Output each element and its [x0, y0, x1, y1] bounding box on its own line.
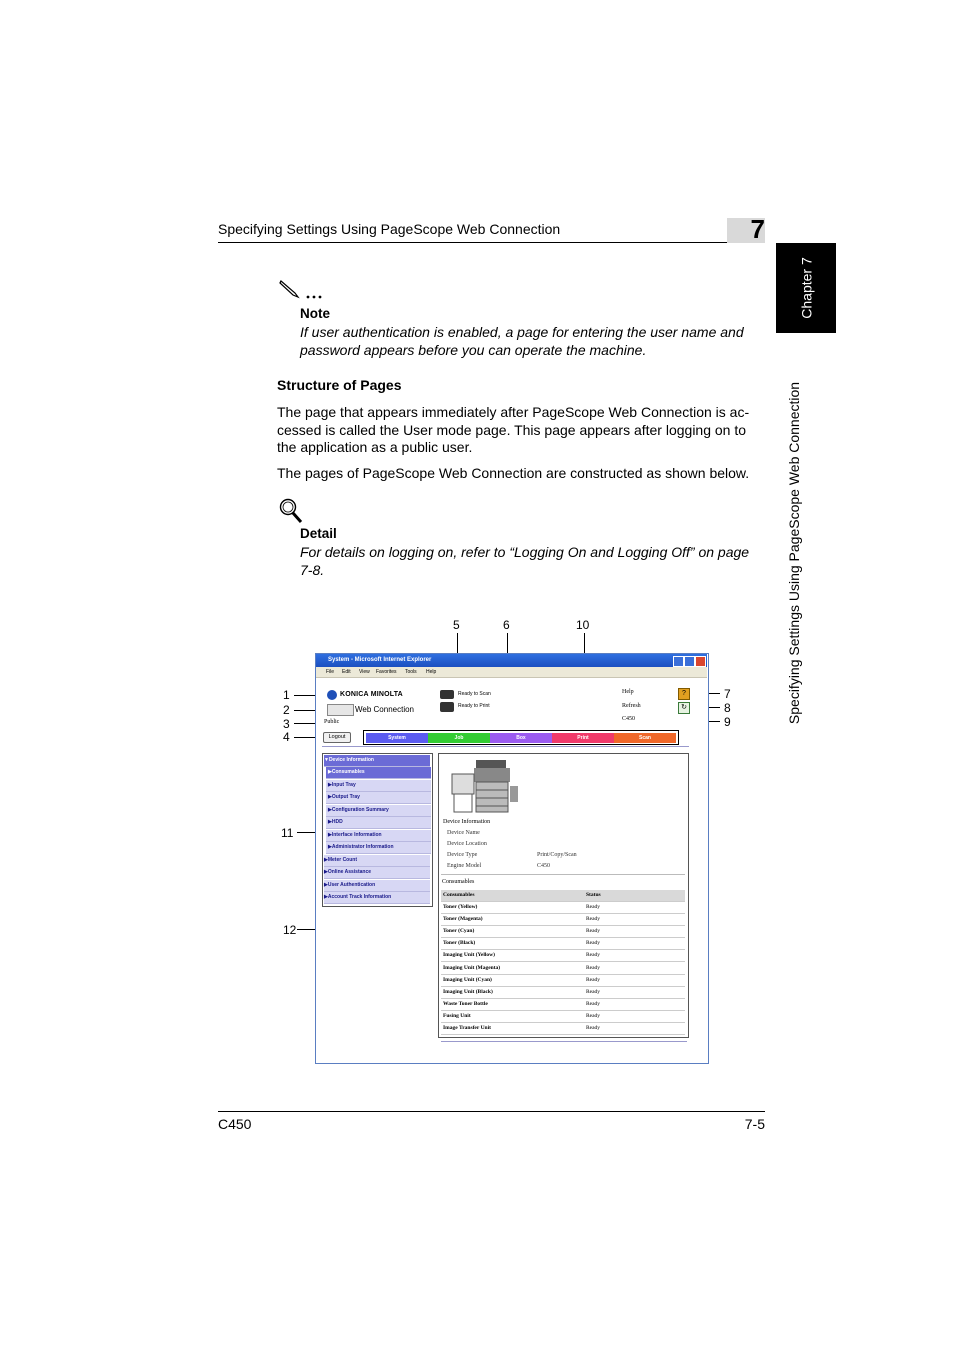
- tab-box[interactable]: Box: [490, 733, 552, 743]
- window-title: System - Microsoft Internet Explorer: [328, 657, 432, 663]
- consumable-status: Ready: [586, 904, 601, 910]
- sidebar-item-output-tray[interactable]: ▶Output Tray: [326, 792, 431, 804]
- table-row: [441, 999, 685, 1011]
- device-info-label-type: Device Type: [447, 852, 478, 858]
- logout-button[interactable]: Logout: [323, 732, 351, 743]
- sidebar-item-device-information[interactable]: ▼Device Information: [324, 755, 430, 767]
- footer-page-number: 7-5: [744, 1116, 765, 1132]
- paragraph-1: The page that appears immediately after PageScope Web Connection is ac-cessed is called the User mode page. This page appears after logging on to the application as a public user.: [277, 404, 750, 455]
- sidebar-item-consumables[interactable]: ▶Consumables: [326, 767, 431, 779]
- menu-tools[interactable]: Tools: [405, 669, 417, 675]
- side-tab: [780, 355, 808, 750]
- product-name: Web Connection: [355, 705, 414, 714]
- section-divider: [441, 874, 685, 875]
- menu-edit[interactable]: Edit: [342, 669, 351, 675]
- close-icon[interactable]: [695, 656, 706, 667]
- detail-text: For details on logging on, refer to “Logging On and Logging Off” on page 7-8.: [300, 544, 750, 578]
- footer-rule: [218, 1111, 765, 1112]
- device-info-label-engine: Engine Model: [447, 863, 482, 869]
- consumable-name: Toner (Magenta): [443, 916, 483, 923]
- refresh-label: Refresh: [622, 703, 641, 709]
- callout-8: 8: [724, 701, 731, 715]
- device-info-value-type: Print/Copy/Scan: [537, 852, 577, 858]
- sidebar-item-hdd[interactable]: ▶HDD: [326, 817, 431, 829]
- callout-6: 6: [503, 618, 510, 632]
- paragraph-2: The pages of PageScope Web Connection are constructed as shown below.: [277, 465, 750, 481]
- window-titlebar: [316, 654, 707, 667]
- consumable-name: Imaging Unit (Black): [443, 988, 493, 995]
- sidebar-item-user-authentication[interactable]: ▶User Authentication: [324, 880, 430, 892]
- sidebar-item-account-track-information[interactable]: ▶Account Track Information: [324, 892, 430, 904]
- menu-view[interactable]: View: [359, 669, 370, 675]
- consumable-status: Ready: [586, 1025, 601, 1031]
- pagescope-logo-icon: [327, 704, 354, 716]
- sidebar-item-administrator-information[interactable]: ▶Administrator Information: [326, 842, 431, 854]
- help-icon[interactable]: ?: [678, 688, 690, 700]
- side-tab-label: Specifying Settings Using PageScope Web Connection: [786, 381, 802, 724]
- brand-name: KONICA MINOLTA: [340, 691, 403, 698]
- consumable-name: Toner (Cyan): [443, 928, 475, 935]
- consumable-status: Ready: [586, 1012, 601, 1019]
- consumable-status: Ready: [586, 976, 601, 983]
- copier-machine-image: [446, 756, 521, 818]
- table-row: [441, 950, 685, 962]
- user-name: Public: [324, 719, 340, 725]
- consumable-name: Image Transfer Unit: [443, 1025, 491, 1031]
- table-row: [441, 938, 685, 950]
- table-row: [441, 1023, 685, 1035]
- consumable-status: Ready: [586, 916, 601, 923]
- col-status: Status: [586, 892, 601, 898]
- pencil-note-icon: [278, 278, 328, 300]
- table-row: [441, 963, 685, 975]
- callout-1: 1: [283, 688, 290, 702]
- callout-10: 10: [576, 618, 590, 632]
- table-row: [441, 987, 685, 999]
- scan-status: Ready to Scan: [458, 691, 491, 697]
- header-divider: [322, 746, 689, 747]
- menu-file[interactable]: File: [326, 669, 335, 675]
- callout-3: 3: [283, 717, 290, 731]
- consumable-status: Ready: [586, 964, 601, 971]
- device-info-value-engine: C450: [537, 863, 551, 869]
- consumables-heading: Consumables: [442, 879, 475, 885]
- consumable-status: Ready: [586, 1000, 601, 1007]
- device-info-heading: Device Information: [443, 819, 491, 825]
- callout-4: 4: [283, 730, 290, 744]
- callout-7: 7: [724, 687, 731, 701]
- refresh-icon[interactable]: ↻: [678, 702, 690, 714]
- chapter-tab: [777, 243, 837, 333]
- note-label: Note: [300, 306, 330, 321]
- sidebar-item-interface-information[interactable]: ▶Interface Information: [326, 830, 431, 842]
- menu-favorites[interactable]: Favorites: [376, 669, 397, 675]
- col-consumables: Consumables: [443, 892, 475, 898]
- printer-status-icon: [440, 702, 454, 712]
- tab-print[interactable]: Print: [552, 733, 614, 743]
- callout-11: 11: [281, 826, 294, 840]
- tab-job[interactable]: Job: [428, 733, 490, 743]
- help-label: Help: [622, 689, 634, 695]
- model-name: C450: [622, 716, 636, 722]
- sidebar-item-online-assistance[interactable]: ▶Online Assistance: [324, 867, 430, 879]
- header-rule: [218, 242, 765, 243]
- consumable-name: Imaging Unit (Yellow): [443, 952, 495, 959]
- table-row: [441, 1011, 685, 1023]
- tab-system[interactable]: System: [366, 733, 428, 743]
- consumable-name: Fusing Unit: [443, 1012, 471, 1019]
- device-info-label-name: Device Name: [447, 830, 480, 836]
- table-row: [441, 975, 685, 987]
- function-tab-bar: [363, 730, 679, 745]
- menu-help[interactable]: Help: [426, 669, 437, 675]
- table-row: [441, 902, 685, 914]
- consumable-status: Ready: [586, 940, 601, 947]
- consumable-name: Imaging Unit (Magenta): [443, 964, 501, 971]
- callout-9: 9: [724, 715, 731, 729]
- section-heading: Structure of Pages: [277, 377, 402, 393]
- consumable-name: Imaging Unit (Cyan): [443, 976, 492, 983]
- maximize-icon[interactable]: [684, 656, 695, 667]
- footer-divider: [441, 1041, 687, 1042]
- consumable-name: Toner (Yellow): [443, 904, 478, 910]
- device-info-label-location: Device Location: [447, 841, 487, 847]
- consumable-status: Ready: [586, 952, 601, 959]
- running-header-title: Specifying Settings Using PageScope Web Connection: [218, 221, 561, 237]
- note-text: If user authentication is enabled, a page for entering the user name and password appears before you can operate the machine.: [300, 324, 744, 358]
- print-status: Ready to Print: [458, 703, 490, 709]
- chapter-tab-label: Chapter 7: [799, 257, 816, 319]
- scanner-status-icon: [440, 690, 454, 699]
- sidebar-item-meter-count[interactable]: ▶Meter Count: [324, 855, 430, 867]
- consumable-status: Ready: [586, 988, 601, 995]
- callout-12: 12: [283, 923, 297, 937]
- tab-scan[interactable]: Scan: [614, 733, 676, 743]
- chapter-number: 7: [750, 214, 765, 244]
- konica-minolta-logo-icon: [327, 690, 337, 700]
- magnifier-icon: [278, 497, 304, 525]
- consumable-name: Waste Toner Bottle: [443, 1000, 488, 1007]
- consumable-name: Toner (Black): [443, 940, 476, 947]
- callout-2: 2: [283, 703, 290, 717]
- detail-label: Detail: [300, 526, 337, 541]
- callout-5: 5: [453, 618, 460, 632]
- menu-bar: [316, 667, 707, 678]
- consumables-header-row: [441, 890, 685, 902]
- footer-model: C450: [218, 1116, 252, 1132]
- table-row: [441, 926, 685, 938]
- consumable-status: Ready: [586, 928, 601, 935]
- table-row: [441, 914, 685, 926]
- sidebar-item-input-tray[interactable]: ▶Input Tray: [326, 780, 431, 792]
- sidebar-item-configuration-summary[interactable]: ▶Configuration Summary: [326, 805, 431, 817]
- minimize-icon[interactable]: [673, 656, 684, 667]
